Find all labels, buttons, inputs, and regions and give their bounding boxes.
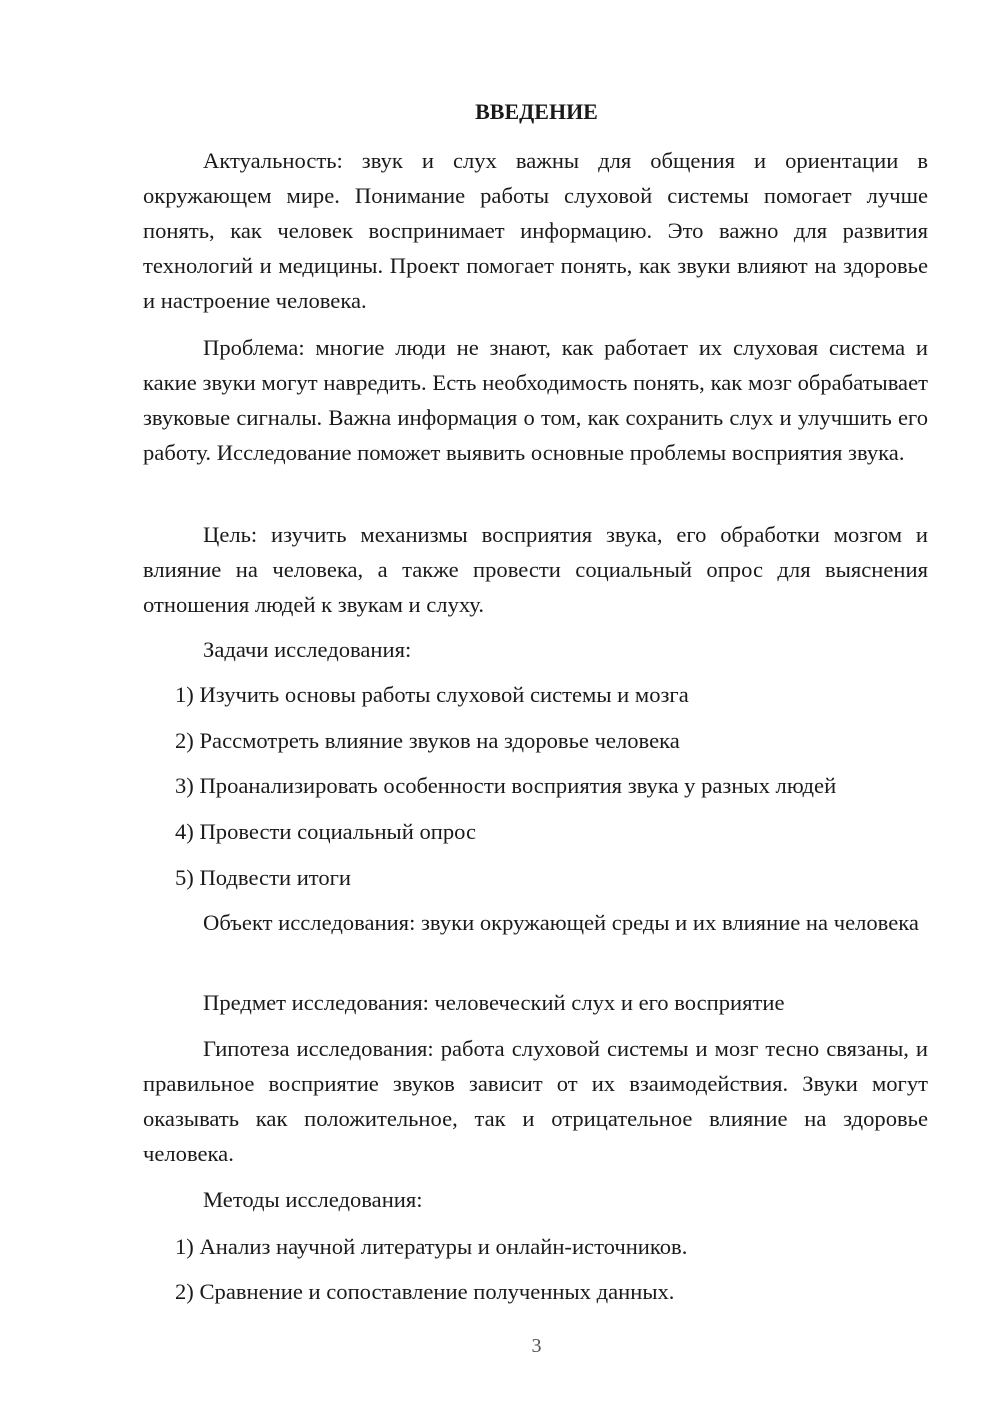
tasks-heading: Задачи исследования: <box>203 637 412 662</box>
task-item-5: 5) Подвести итоги <box>175 865 352 890</box>
page-title: ВВЕДЕНИЕ <box>475 99 598 124</box>
problem-paragraph: Проблема: многие люди не знают, как работает их слуховая система и какие звуки могут навредить. Есть необходимость понять, как мозг обрабатывает звуковые сигналы. Важна информация о том, как сохранить слух и улучшить его работу. Исследование поможет выявить основные проблемы восприятия звука. <box>143 335 928 465</box>
task-item-3: 3) Проанализировать особенности восприятия звука у разных людей <box>175 773 837 798</box>
method-item-2: 2) Сравнение и сопоставление полученных данных. <box>175 1279 675 1304</box>
methods-heading: Методы исследования: <box>203 1187 423 1212</box>
goal-paragraph: Цель: изучить механизмы восприятия звука, его обработки мозгом и влияние на человека, а также провести социальный опрос для выяснения отношения людей к звукам и слуху. <box>143 522 928 617</box>
task-item-2: 2) Рассмотреть влияние звуков на здоровье человека <box>175 728 680 753</box>
task-item-1: 1) Изучить основы работы слуховой системы и мозга <box>175 682 689 707</box>
method-item-1: 1) Анализ научной литературы и онлайн-источников. <box>175 1234 688 1259</box>
hypothesis-paragraph: Гипотеза исследования: работа слуховой системы и мозг тесно связаны, и правильное восприятие звуков зависит от их взаимодействия. Звуки могут оказывать как положительное, так и отрицательное влияние на здоровье человека. <box>143 1036 928 1166</box>
task-item-4: 4) Провести социальный опрос <box>175 819 477 844</box>
relevance-paragraph: Актуальность: звук и слух важны для общения и ориентации в окружающем мире. Понимание работы слуховой системы помогает лучше понять, как человек воспринимает информацию. Это важно для развития технологий и медицины. Проект помогает понять, как звуки влияют на здоровье и настроение человека. <box>143 148 928 313</box>
page-number: 3 <box>531 1335 542 1357</box>
object-paragraph: Объект исследования: звуки окружающей среды и их влияние на человека <box>203 910 919 935</box>
subject-paragraph: Предмет исследования: человеческий слух и его восприятие <box>203 990 785 1015</box>
